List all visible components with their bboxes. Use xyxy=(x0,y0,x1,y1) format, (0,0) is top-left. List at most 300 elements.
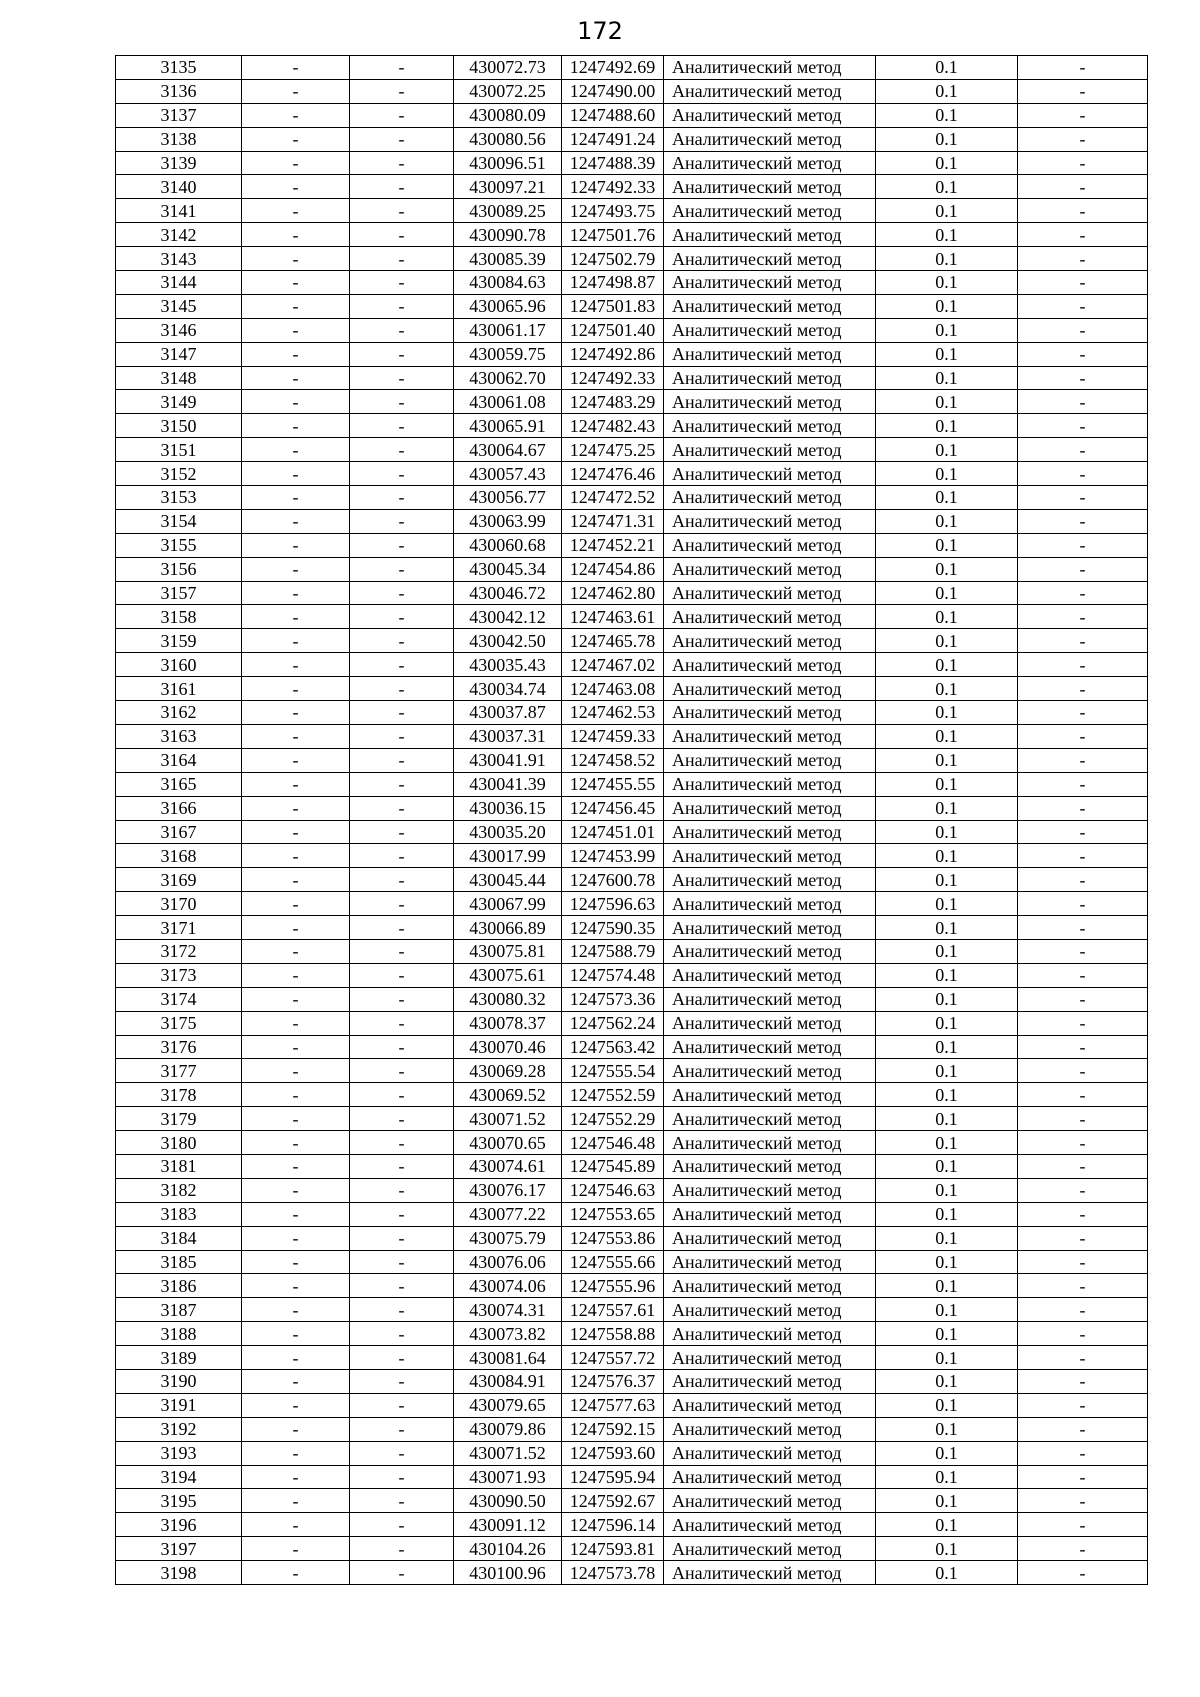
method-cell: Аналитический метод xyxy=(664,342,876,366)
accuracy-cell: 0.1 xyxy=(876,820,1018,844)
table-row xyxy=(116,151,1148,175)
table-row xyxy=(116,677,1148,701)
point-number-cell: 3163 xyxy=(116,724,242,748)
empty-y-cell: - xyxy=(350,247,454,271)
x-coordinate-cell: 430017.99 xyxy=(454,844,562,868)
method-cell: Аналитический метод xyxy=(664,271,876,295)
empty-x-cell: - xyxy=(242,103,350,127)
y-coordinate-cell: 1247502.79 xyxy=(562,247,664,271)
empty-x-cell: - xyxy=(242,1226,350,1250)
point-number-cell: 3176 xyxy=(116,1035,242,1059)
y-coordinate-cell: 1247555.96 xyxy=(562,1274,664,1298)
method-cell: Аналитический метод xyxy=(664,175,876,199)
empty-x-cell: - xyxy=(242,581,350,605)
table-row xyxy=(116,963,1148,987)
description-cell: - xyxy=(1018,1322,1148,1346)
accuracy-cell: 0.1 xyxy=(876,677,1018,701)
x-coordinate-cell: 430072.25 xyxy=(454,79,562,103)
method-cell: Аналитический метод xyxy=(664,1131,876,1155)
empty-y-cell: - xyxy=(350,1465,454,1489)
empty-y-cell: - xyxy=(350,1417,454,1441)
x-coordinate-cell: 430063.99 xyxy=(454,509,562,533)
accuracy-cell: 0.1 xyxy=(876,916,1018,940)
method-cell: Аналитический метод xyxy=(664,366,876,390)
empty-y-cell: - xyxy=(350,1489,454,1513)
table-row xyxy=(116,1274,1148,1298)
y-coordinate-cell: 1247471.31 xyxy=(562,509,664,533)
empty-y-cell: - xyxy=(350,1178,454,1202)
description-cell: - xyxy=(1018,151,1148,175)
empty-x-cell: - xyxy=(242,318,350,342)
x-coordinate-cell: 430041.39 xyxy=(454,772,562,796)
x-coordinate-cell: 430104.26 xyxy=(454,1537,562,1561)
x-coordinate-cell: 430067.99 xyxy=(454,892,562,916)
x-coordinate-cell: 430036.15 xyxy=(454,796,562,820)
empty-x-cell: - xyxy=(242,247,350,271)
empty-x-cell: - xyxy=(242,199,350,223)
y-coordinate-cell: 1247465.78 xyxy=(562,629,664,653)
y-coordinate-cell: 1247577.63 xyxy=(562,1393,664,1417)
table-row xyxy=(116,939,1148,963)
x-coordinate-cell: 430078.37 xyxy=(454,1011,562,1035)
accuracy-cell: 0.1 xyxy=(876,1226,1018,1250)
accuracy-cell: 0.1 xyxy=(876,772,1018,796)
empty-x-cell: - xyxy=(242,390,350,414)
method-cell: Аналитический метод xyxy=(664,581,876,605)
empty-x-cell: - xyxy=(242,1035,350,1059)
y-coordinate-cell: 1247488.60 xyxy=(562,103,664,127)
point-number-cell: 3198 xyxy=(116,1561,242,1585)
method-cell: Аналитический метод xyxy=(664,79,876,103)
accuracy-cell: 0.1 xyxy=(876,533,1018,557)
description-cell: - xyxy=(1018,318,1148,342)
table-row xyxy=(116,844,1148,868)
point-number-cell: 3155 xyxy=(116,533,242,557)
description-cell: - xyxy=(1018,271,1148,295)
description-cell: - xyxy=(1018,1083,1148,1107)
description-cell: - xyxy=(1018,1369,1148,1393)
accuracy-cell: 0.1 xyxy=(876,318,1018,342)
empty-x-cell: - xyxy=(242,175,350,199)
description-cell: - xyxy=(1018,1011,1148,1035)
y-coordinate-cell: 1247546.63 xyxy=(562,1178,664,1202)
table-row xyxy=(116,987,1148,1011)
table-row xyxy=(116,772,1148,796)
empty-y-cell: - xyxy=(350,366,454,390)
y-coordinate-cell: 1247558.88 xyxy=(562,1322,664,1346)
description-cell: - xyxy=(1018,892,1148,916)
x-coordinate-cell: 430069.28 xyxy=(454,1059,562,1083)
point-number-cell: 3183 xyxy=(116,1202,242,1226)
empty-x-cell: - xyxy=(242,1537,350,1561)
accuracy-cell: 0.1 xyxy=(876,1059,1018,1083)
description-cell: - xyxy=(1018,223,1148,247)
description-cell: - xyxy=(1018,1202,1148,1226)
table-row xyxy=(116,1250,1148,1274)
accuracy-cell: 0.1 xyxy=(876,462,1018,486)
empty-y-cell: - xyxy=(350,844,454,868)
table-row xyxy=(116,56,1148,80)
table-row xyxy=(116,1393,1148,1417)
empty-x-cell: - xyxy=(242,56,350,80)
accuracy-cell: 0.1 xyxy=(876,796,1018,820)
x-coordinate-cell: 430037.87 xyxy=(454,701,562,725)
method-cell: Аналитический метод xyxy=(664,605,876,629)
description-cell: - xyxy=(1018,653,1148,677)
accuracy-cell: 0.1 xyxy=(876,1465,1018,1489)
y-coordinate-cell: 1247545.89 xyxy=(562,1154,664,1178)
point-number-cell: 3193 xyxy=(116,1441,242,1465)
table-row xyxy=(116,390,1148,414)
empty-x-cell: - xyxy=(242,653,350,677)
point-number-cell: 3149 xyxy=(116,390,242,414)
accuracy-cell: 0.1 xyxy=(876,724,1018,748)
table-row xyxy=(116,533,1148,557)
accuracy-cell: 0.1 xyxy=(876,79,1018,103)
description-cell: - xyxy=(1018,1393,1148,1417)
method-cell: Аналитический метод xyxy=(664,533,876,557)
y-coordinate-cell: 1247490.00 xyxy=(562,79,664,103)
method-cell: Аналитический метод xyxy=(664,748,876,772)
table-row xyxy=(116,605,1148,629)
accuracy-cell: 0.1 xyxy=(876,438,1018,462)
y-coordinate-cell: 1247557.72 xyxy=(562,1346,664,1370)
empty-y-cell: - xyxy=(350,892,454,916)
empty-y-cell: - xyxy=(350,605,454,629)
point-number-cell: 3138 xyxy=(116,127,242,151)
point-number-cell: 3175 xyxy=(116,1011,242,1035)
empty-y-cell: - xyxy=(350,462,454,486)
description-cell: - xyxy=(1018,1226,1148,1250)
accuracy-cell: 0.1 xyxy=(876,271,1018,295)
point-number-cell: 3173 xyxy=(116,963,242,987)
table-row xyxy=(116,127,1148,151)
empty-x-cell: - xyxy=(242,605,350,629)
empty-y-cell: - xyxy=(350,1274,454,1298)
accuracy-cell: 0.1 xyxy=(876,1561,1018,1585)
description-cell: - xyxy=(1018,509,1148,533)
description-cell: - xyxy=(1018,605,1148,629)
empty-x-cell: - xyxy=(242,629,350,653)
point-number-cell: 3156 xyxy=(116,557,242,581)
empty-y-cell: - xyxy=(350,127,454,151)
x-coordinate-cell: 430097.21 xyxy=(454,175,562,199)
x-coordinate-cell: 430059.75 xyxy=(454,342,562,366)
point-number-cell: 3144 xyxy=(116,271,242,295)
description-cell: - xyxy=(1018,868,1148,892)
table-row xyxy=(116,796,1148,820)
description-cell: - xyxy=(1018,390,1148,414)
y-coordinate-cell: 1247456.45 xyxy=(562,796,664,820)
empty-y-cell: - xyxy=(350,533,454,557)
x-coordinate-cell: 430042.12 xyxy=(454,605,562,629)
point-number-cell: 3141 xyxy=(116,199,242,223)
empty-x-cell: - xyxy=(242,844,350,868)
table-row xyxy=(116,701,1148,725)
x-coordinate-cell: 430042.50 xyxy=(454,629,562,653)
accuracy-cell: 0.1 xyxy=(876,1035,1018,1059)
x-coordinate-cell: 430080.32 xyxy=(454,987,562,1011)
empty-x-cell: - xyxy=(242,533,350,557)
empty-x-cell: - xyxy=(242,127,350,151)
description-cell: - xyxy=(1018,342,1148,366)
y-coordinate-cell: 1247574.48 xyxy=(562,963,664,987)
point-number-cell: 3190 xyxy=(116,1369,242,1393)
table-row xyxy=(116,175,1148,199)
y-coordinate-cell: 1247491.24 xyxy=(562,127,664,151)
empty-y-cell: - xyxy=(350,581,454,605)
y-coordinate-cell: 1247590.35 xyxy=(562,916,664,940)
y-coordinate-cell: 1247501.76 xyxy=(562,223,664,247)
y-coordinate-cell: 1247463.61 xyxy=(562,605,664,629)
method-cell: Аналитический метод xyxy=(664,1393,876,1417)
table-row xyxy=(116,294,1148,318)
table-row xyxy=(116,318,1148,342)
method-cell: Аналитический метод xyxy=(664,1561,876,1585)
table-row xyxy=(116,892,1148,916)
empty-x-cell: - xyxy=(242,509,350,533)
table-row xyxy=(116,724,1148,748)
method-cell: Аналитический метод xyxy=(664,844,876,868)
x-coordinate-cell: 430080.56 xyxy=(454,127,562,151)
empty-x-cell: - xyxy=(242,1346,350,1370)
accuracy-cell: 0.1 xyxy=(876,1131,1018,1155)
x-coordinate-cell: 430090.50 xyxy=(454,1489,562,1513)
empty-x-cell: - xyxy=(242,486,350,510)
empty-y-cell: - xyxy=(350,103,454,127)
method-cell: Аналитический метод xyxy=(664,1465,876,1489)
description-cell: - xyxy=(1018,1059,1148,1083)
empty-x-cell: - xyxy=(242,462,350,486)
method-cell: Аналитический метод xyxy=(664,390,876,414)
empty-x-cell: - xyxy=(242,987,350,1011)
y-coordinate-cell: 1247576.37 xyxy=(562,1369,664,1393)
empty-x-cell: - xyxy=(242,796,350,820)
x-coordinate-cell: 430090.78 xyxy=(454,223,562,247)
description-cell: - xyxy=(1018,939,1148,963)
x-coordinate-cell: 430065.96 xyxy=(454,294,562,318)
accuracy-cell: 0.1 xyxy=(876,701,1018,725)
empty-y-cell: - xyxy=(350,199,454,223)
y-coordinate-cell: 1247458.52 xyxy=(562,748,664,772)
x-coordinate-cell: 430076.06 xyxy=(454,1250,562,1274)
method-cell: Аналитический метод xyxy=(664,1011,876,1035)
empty-y-cell: - xyxy=(350,1035,454,1059)
description-cell: - xyxy=(1018,1465,1148,1489)
point-number-cell: 3188 xyxy=(116,1322,242,1346)
y-coordinate-cell: 1247454.86 xyxy=(562,557,664,581)
description-cell: - xyxy=(1018,79,1148,103)
empty-y-cell: - xyxy=(350,868,454,892)
x-coordinate-cell: 430071.52 xyxy=(454,1107,562,1131)
table-row xyxy=(116,366,1148,390)
method-cell: Аналитический метод xyxy=(664,939,876,963)
description-cell: - xyxy=(1018,1154,1148,1178)
accuracy-cell: 0.1 xyxy=(876,1417,1018,1441)
accuracy-cell: 0.1 xyxy=(876,486,1018,510)
table-row xyxy=(116,486,1148,510)
empty-x-cell: - xyxy=(242,1083,350,1107)
y-coordinate-cell: 1247452.21 xyxy=(562,533,664,557)
empty-x-cell: - xyxy=(242,1322,350,1346)
empty-x-cell: - xyxy=(242,963,350,987)
table-row xyxy=(116,223,1148,247)
x-coordinate-cell: 430079.86 xyxy=(454,1417,562,1441)
x-coordinate-cell: 430074.61 xyxy=(454,1154,562,1178)
method-cell: Аналитический метод xyxy=(664,1322,876,1346)
table-row xyxy=(116,1011,1148,1035)
table-row xyxy=(116,1154,1148,1178)
description-cell: - xyxy=(1018,987,1148,1011)
description-cell: - xyxy=(1018,820,1148,844)
point-number-cell: 3168 xyxy=(116,844,242,868)
method-cell: Аналитический метод xyxy=(664,820,876,844)
description-cell: - xyxy=(1018,462,1148,486)
y-coordinate-cell: 1247459.33 xyxy=(562,724,664,748)
y-coordinate-cell: 1247593.60 xyxy=(562,1441,664,1465)
description-cell: - xyxy=(1018,438,1148,462)
empty-x-cell: - xyxy=(242,724,350,748)
description-cell: - xyxy=(1018,414,1148,438)
x-coordinate-cell: 430056.77 xyxy=(454,486,562,510)
point-number-cell: 3159 xyxy=(116,629,242,653)
x-coordinate-cell: 430041.91 xyxy=(454,748,562,772)
empty-x-cell: - xyxy=(242,1178,350,1202)
accuracy-cell: 0.1 xyxy=(876,1298,1018,1322)
accuracy-cell: 0.1 xyxy=(876,223,1018,247)
empty-y-cell: - xyxy=(350,1561,454,1585)
empty-y-cell: - xyxy=(350,56,454,80)
point-number-cell: 3178 xyxy=(116,1083,242,1107)
method-cell: Аналитический метод xyxy=(664,486,876,510)
empty-x-cell: - xyxy=(242,1298,350,1322)
accuracy-cell: 0.1 xyxy=(876,1441,1018,1465)
description-cell: - xyxy=(1018,1274,1148,1298)
x-coordinate-cell: 430074.06 xyxy=(454,1274,562,1298)
empty-x-cell: - xyxy=(242,677,350,701)
empty-y-cell: - xyxy=(350,342,454,366)
x-coordinate-cell: 430069.52 xyxy=(454,1083,562,1107)
y-coordinate-cell: 1247492.69 xyxy=(562,56,664,80)
x-coordinate-cell: 430034.74 xyxy=(454,677,562,701)
x-coordinate-cell: 430075.81 xyxy=(454,939,562,963)
method-cell: Аналитический метод xyxy=(664,438,876,462)
y-coordinate-cell: 1247482.43 xyxy=(562,414,664,438)
empty-y-cell: - xyxy=(350,557,454,581)
description-cell: - xyxy=(1018,581,1148,605)
y-coordinate-cell: 1247552.29 xyxy=(562,1107,664,1131)
empty-x-cell: - xyxy=(242,1107,350,1131)
empty-y-cell: - xyxy=(350,1226,454,1250)
y-coordinate-cell: 1247553.86 xyxy=(562,1226,664,1250)
table-row xyxy=(116,342,1148,366)
x-coordinate-cell: 430072.73 xyxy=(454,56,562,80)
accuracy-cell: 0.1 xyxy=(876,1011,1018,1035)
y-coordinate-cell: 1247555.66 xyxy=(562,1250,664,1274)
y-coordinate-cell: 1247553.65 xyxy=(562,1202,664,1226)
empty-y-cell: - xyxy=(350,271,454,295)
table-row xyxy=(116,79,1148,103)
x-coordinate-cell: 430074.31 xyxy=(454,1298,562,1322)
accuracy-cell: 0.1 xyxy=(876,868,1018,892)
accuracy-cell: 0.1 xyxy=(876,1369,1018,1393)
method-cell: Аналитический метод xyxy=(664,629,876,653)
empty-x-cell: - xyxy=(242,1011,350,1035)
empty-x-cell: - xyxy=(242,151,350,175)
method-cell: Аналитический метод xyxy=(664,1107,876,1131)
x-coordinate-cell: 430079.65 xyxy=(454,1393,562,1417)
description-cell: - xyxy=(1018,486,1148,510)
y-coordinate-cell: 1247546.48 xyxy=(562,1131,664,1155)
empty-y-cell: - xyxy=(350,963,454,987)
description-cell: - xyxy=(1018,748,1148,772)
empty-x-cell: - xyxy=(242,294,350,318)
accuracy-cell: 0.1 xyxy=(876,247,1018,271)
point-number-cell: 3181 xyxy=(116,1154,242,1178)
point-number-cell: 3182 xyxy=(116,1178,242,1202)
method-cell: Аналитический метод xyxy=(664,509,876,533)
table-row xyxy=(116,1059,1148,1083)
y-coordinate-cell: 1247492.33 xyxy=(562,175,664,199)
point-number-cell: 3195 xyxy=(116,1489,242,1513)
point-number-cell: 3169 xyxy=(116,868,242,892)
point-number-cell: 3174 xyxy=(116,987,242,1011)
x-coordinate-cell: 430080.09 xyxy=(454,103,562,127)
method-cell: Аналитический метод xyxy=(664,963,876,987)
description-cell: - xyxy=(1018,629,1148,653)
table-row xyxy=(116,1346,1148,1370)
empty-y-cell: - xyxy=(350,916,454,940)
accuracy-cell: 0.1 xyxy=(876,1202,1018,1226)
page-number: 172 xyxy=(577,17,623,45)
empty-y-cell: - xyxy=(350,318,454,342)
y-coordinate-cell: 1247592.67 xyxy=(562,1489,664,1513)
x-coordinate-cell: 430084.63 xyxy=(454,271,562,295)
point-number-cell: 3167 xyxy=(116,820,242,844)
empty-y-cell: - xyxy=(350,629,454,653)
y-coordinate-cell: 1247472.52 xyxy=(562,486,664,510)
table-row xyxy=(116,1178,1148,1202)
table-row xyxy=(116,868,1148,892)
y-coordinate-cell: 1247462.53 xyxy=(562,701,664,725)
empty-x-cell: - xyxy=(242,701,350,725)
x-coordinate-cell: 430035.20 xyxy=(454,820,562,844)
x-coordinate-cell: 430037.31 xyxy=(454,724,562,748)
y-coordinate-cell: 1247593.81 xyxy=(562,1537,664,1561)
x-coordinate-cell: 430071.52 xyxy=(454,1441,562,1465)
point-number-cell: 3179 xyxy=(116,1107,242,1131)
empty-x-cell: - xyxy=(242,414,350,438)
y-coordinate-cell: 1247462.80 xyxy=(562,581,664,605)
empty-x-cell: - xyxy=(242,1154,350,1178)
point-number-cell: 3180 xyxy=(116,1131,242,1155)
accuracy-cell: 0.1 xyxy=(876,56,1018,80)
accuracy-cell: 0.1 xyxy=(876,1274,1018,1298)
empty-y-cell: - xyxy=(350,653,454,677)
method-cell: Аналитический метод xyxy=(664,223,876,247)
method-cell: Аналитический метод xyxy=(664,868,876,892)
empty-x-cell: - xyxy=(242,366,350,390)
point-number-cell: 3145 xyxy=(116,294,242,318)
accuracy-cell: 0.1 xyxy=(876,1178,1018,1202)
method-cell: Аналитический метод xyxy=(664,1346,876,1370)
point-number-cell: 3161 xyxy=(116,677,242,701)
table-row xyxy=(116,820,1148,844)
empty-x-cell: - xyxy=(242,820,350,844)
accuracy-cell: 0.1 xyxy=(876,1107,1018,1131)
description-cell: - xyxy=(1018,557,1148,581)
method-cell: Аналитический метод xyxy=(664,653,876,677)
